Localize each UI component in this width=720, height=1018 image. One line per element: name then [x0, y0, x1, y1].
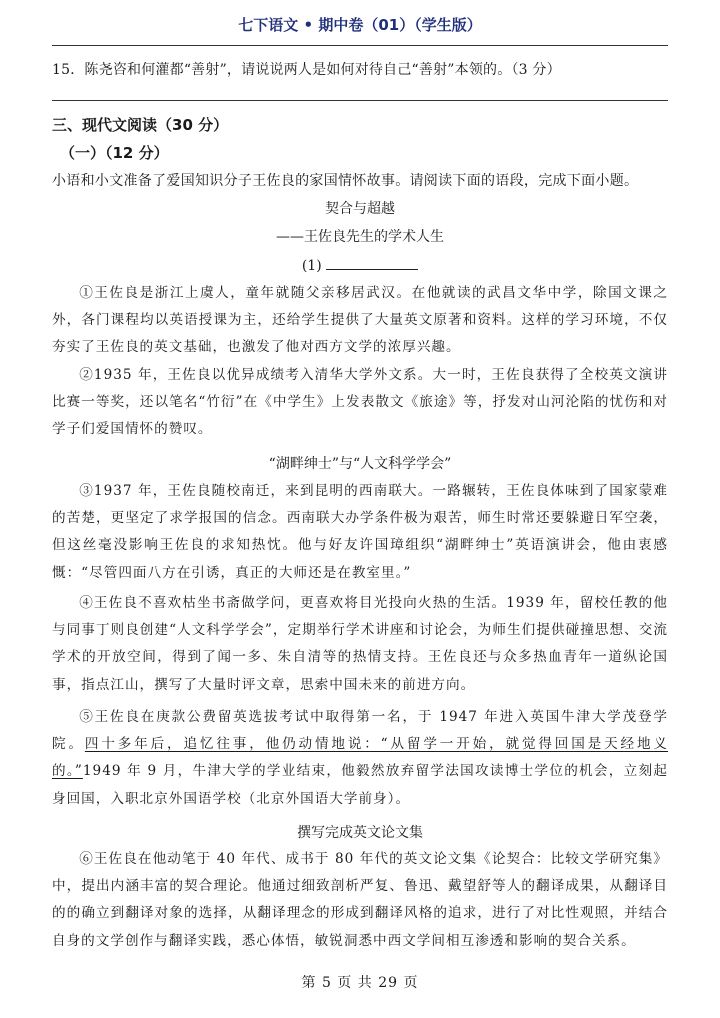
- article-subtitle: ——王佐良先生的学术人生: [276, 229, 444, 245]
- paragraph-5-part-b: 1949 年 9 月，牛津大学的学业结束，他毅然放弃留学法国攻读博士学位的机会，立刻起身回国，入职北京外国语学校（北京外国语大学前身）。: [52, 763, 668, 807]
- page-number: 第 5 页 共 29 页: [301, 975, 419, 991]
- blank-line: [326, 255, 418, 270]
- fill-blank-1: [52, 255, 668, 274]
- section-title: 三、现代文阅读（30 分）: [52, 116, 229, 134]
- paragraph-4: ④王佐良不喜欢枯坐书斋做学问，更喜欢将目光投向火热的生活。1939 年，留校任教的他与同事丁则良创建“人文科学学会”，定期举行学术讲座和讨论会，为师生们提供碰撞思想、交流学术的开放空间，得到了闻一多、朱自清等的热情支持。王佐良还与众多热血青年一道纵论国事，指点江山，撰写了大量时评文章，思索中国未来的前进方向。: [52, 595, 668, 693]
- subheading-2: “湖畔绅士”与“人文科学学会”: [268, 456, 452, 472]
- paragraph-3: ③1937 年，王佐良随校南迁，来到昆明的西南联大。一路辗转，王佐良体味到了国家蒙难的苦楚，更坚定了求学报国的信念。西南联大办学条件极为艰苦，师生时常还要躲避日军空袭，但这丝毫没影响王佐良的求知热忱。他与好友许国璋组织“湖畔绅士”英语演讲会，他由衷感慨：“尽管四面八方在引诱，真正的大师还是在教室里。”: [52, 483, 668, 581]
- part-title: （一）（12 分）: [60, 144, 169, 162]
- paragraph-5-underlined: 四十多年后，追忆往事，他仍动情地说：“从留学一开始，就觉得回国是天经地义的。”: [52, 736, 669, 780]
- paragraph-1: ①王佐良是浙江上虞人，童年就随父亲移居武汉。在他就读的武昌文华中学，除国文课之外，各门课程均以英语授课为主，还给学生提供了大量英文原著和资料。这样的学习环境，不仅夯实了王佐良的英文基础，也激发了他对西方文学的浓厚兴趣。: [52, 285, 668, 356]
- header-divider: [52, 45, 668, 46]
- article-title: 契合与超越: [325, 201, 395, 217]
- page-header-title: 七下语文 • 期中卷（01）（学生版）: [238, 16, 482, 34]
- paragraph-6: ⑥王佐良在他动笔于 40 年代、成书于 80 年代的英文论文集《论契合：比较文学研究集》中，提出内涵丰富的契合理论。他通过细致剖析严复、鲁迅、戴望舒等人的翻译成果，从翻译目的的确立到翻译对象的选择，从翻译理念的形成到翻译风格的追求，进行了对比性观照，并结合自身的文学创作与翻译实践，悉心体悟，敏锐洞悉中西文学间相互渗透和影响的契合关系。: [52, 851, 668, 949]
- answer-line: [52, 100, 668, 101]
- question-15: 15．陈尧咨和何灌都“善射”，请说说两人是如何对待自己“善射”本领的。（3 分）: [52, 62, 561, 78]
- subheading-3: 撰写完成英文论文集: [297, 825, 423, 841]
- intro-text: 小语和小文准备了爱国知识分子王佐良的家国情怀故事。请阅读下面的语段，完成下面小题。: [52, 173, 639, 189]
- blank-label: (1): [301, 258, 322, 274]
- paragraph-5-part-a: ⑤王佐良在庚款公费留英选拔考试中取得第一名，于 1947 年进入英国牛津大学茂登学院。: [52, 709, 668, 753]
- paragraph-5: [52, 704, 668, 813]
- paragraph-2: ②1935 年，王佐良以优异成绩考入清华大学外文系。大一时，王佐良获得了全校英文演讲比赛一等奖，还以笔名“竹衍”在《中学生》上发表散文《旅途》等，抒发对山河沦陷的忧伤和对学子们爱国情怀的赞叹。: [52, 367, 668, 438]
